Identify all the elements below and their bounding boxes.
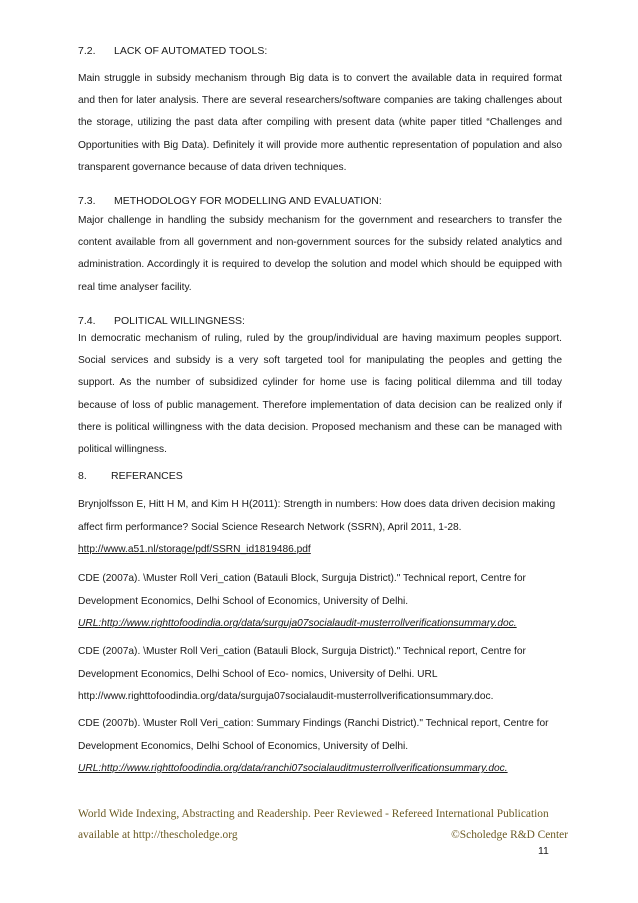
reference-text: CDE (2007a). \Muster Roll Veri_cation (Batauli Block, Surguja District)." Technical report, Centre for	[78, 646, 526, 657]
section-title: LACK OF AUTOMATED TOOLS:	[114, 45, 268, 57]
section-number: 7.3.	[78, 195, 96, 207]
section-7-2-heading	[78, 45, 267, 57]
reference-text: Brynjolfsson E, Hitt H M, and Kim H H(2011): Strength in numbers: How does data driven decision making	[78, 499, 556, 510]
reference-text: affect firm performance? Social Science Research Network (SSRN), April 2011, 1-28.	[78, 521, 462, 533]
section-number: 8.	[78, 470, 87, 482]
reference-item	[78, 494, 562, 562]
reference-item	[78, 568, 562, 636]
section-7-4-heading	[78, 315, 245, 327]
section-7-3-body: Major challenge in handling the subsidy mechanism for the government and researchers to transfer the content available from all government and non-government sources for the subsidy related analytics and administration. Accordingly it is required to develop the solution and model which should be equipped with real time analyser facility.	[78, 215, 562, 293]
reference-link: http://www.righttofoodindia.org/data/surguja07socialaudit-musterrollverificationsummary.doc.	[78, 691, 494, 702]
section-title: POLITICAL WILLINGNESS:	[114, 315, 245, 327]
section-7-2-body: Main struggle in subsidy mechanism through Big data is to convert the available data in required format and then for later analysis. There are several researchers/software companies are taking challenges about the storage, utilizing the past data after compiling with present data (white paper titled “Challenges and Opportunities with Big Data). Definitely it will provide more authentic representation of population and also transparent governance because of data driven techniques.	[78, 73, 562, 173]
reference-text: Development Economics, Delhi School of Eco- nomics, University of Delhi. URL	[78, 668, 438, 680]
footer-website: available at http://thescholedge.org	[78, 829, 238, 841]
reference-link[interactable]: URL:http://www.righttofoodindia.org/data/surguja07socialaudit-musterrollverificationsummary.doc.	[78, 618, 517, 629]
reference-item	[78, 713, 562, 781]
reference-text: CDE (2007a). \Muster Roll Veri_cation (Batauli Block, Surguja District)." Technical report, Centre for	[78, 573, 526, 584]
section-number: 7.2.	[78, 45, 96, 57]
reference-link[interactable]: http://www.a51.nl/storage/pdf/SSRN_id1819486.pdf	[78, 544, 311, 555]
reference-text: Development Economics, Delhi School of Economics, University of Delhi.	[78, 595, 409, 607]
footer-copyright: ©Scholedge R&D Center	[451, 829, 568, 841]
footer-publication-note: World Wide Indexing, Abstracting and Readership. Peer Reviewed - Refereed International Publication	[78, 808, 549, 820]
section-7-3-heading	[78, 195, 382, 207]
section-number: 7.4.	[78, 315, 96, 327]
section-title: METHODOLOGY FOR MODELLING AND EVALUATION:	[114, 195, 382, 207]
reference-link[interactable]: URL:http://www.righttofoodindia.org/data/ranchi07socialauditmusterrollverificationsummary.doc.	[78, 763, 508, 774]
reference-item	[78, 641, 562, 709]
section-7-4-body: In democratic mechanism of ruling, ruled by the group/individual are having maximum peoples support. Social services and subsidy is a very soft targeted tool for manipulating the peoples and getting the support. As the number of subsidized cylinder for home use is facing political dilemma and till today because of loss of public management. Therefore implementation of data decision can be realized only if there is political willingness with the data decision. Proposed mechanism and these can be managed with political willingness.	[78, 333, 562, 456]
reference-text: Development Economics, Delhi School of Economics, University of Delhi.	[78, 740, 409, 752]
section-8-heading	[78, 470, 183, 482]
page-number: 11	[538, 845, 549, 857]
section-title: REFERANCES	[111, 470, 183, 482]
reference-text: CDE (2007b). \Muster Roll Veri_cation: Summary Findings (Ranchi District)." Technical report, Centre for	[78, 718, 549, 729]
